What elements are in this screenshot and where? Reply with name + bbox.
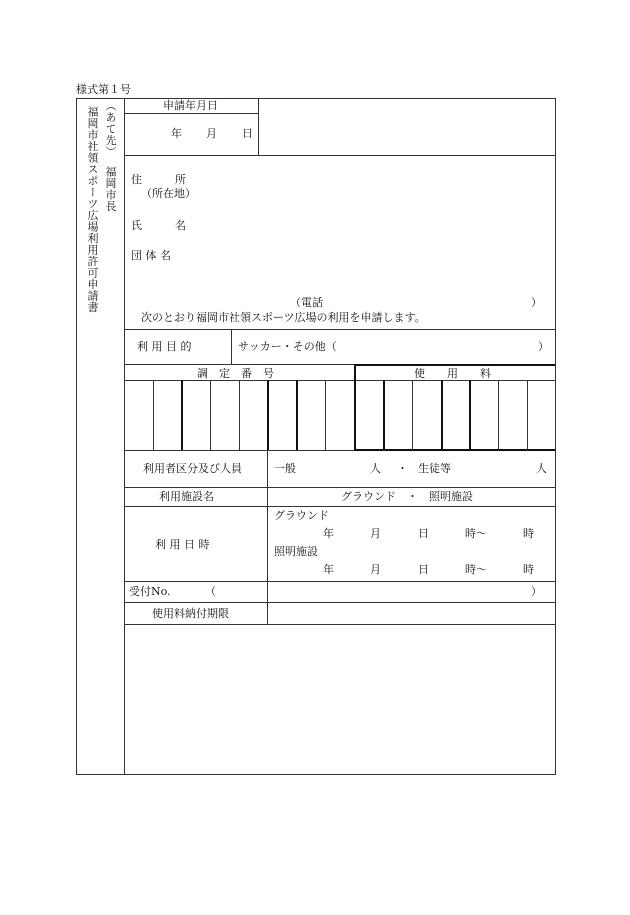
ground-year[interactable]: 年 [323,527,334,540]
left-column-divider [124,98,125,774]
digit-cell-divider [210,380,211,450]
phone-label: （電話 [290,296,323,309]
form-title: 福岡市社領スポーツ広場利用許可申請書 [86,106,99,313]
application-date-year[interactable]: 年 [171,127,182,140]
purpose-value[interactable]: サッカー・その他（ [238,340,337,353]
facility-label: 利用施設名 [159,490,214,503]
ground-to-hour[interactable]: 時 [523,527,534,540]
digit-cell-divider [296,380,298,450]
date-box-line [124,113,258,114]
address-label: 住 所 [131,173,186,186]
frame-right [555,98,556,774]
lighting-month[interactable]: 月 [370,563,381,576]
digit-cell-divider [267,380,269,450]
date-box-right [258,98,259,155]
lighting-from-hour[interactable]: 時～ [465,563,487,576]
payment-row-bottom [124,624,555,625]
facility-value[interactable]: グラウンド ・ 照明施設 [341,490,473,503]
digit-cell-divider [239,380,240,450]
code-header-line [124,380,555,381]
application-date-month[interactable]: 月 [206,127,217,140]
ground-from-hour[interactable]: 時～ [465,527,487,540]
digit-cell-divider [153,380,154,450]
form-number: 様式第１号 [76,83,131,96]
lighting-day[interactable]: 日 [418,563,429,576]
datetime-row-bottom [124,581,555,582]
adjust-number-label: 調 定 番 号 [197,367,274,380]
lighting-to-hour[interactable]: 時 [523,563,534,576]
fee-label: 使 用 料 [414,367,491,380]
receipt-row-bottom [124,602,555,603]
date-box-bottom [124,155,555,156]
application-date-day[interactable]: 日 [242,127,253,140]
application-date-label: 申請年月日 [163,99,218,112]
frame-left [76,98,77,774]
users-row-bottom [124,487,555,488]
frame-bottom [76,774,556,775]
facility-row-bottom [124,506,555,507]
remarks-area[interactable] [126,626,554,773]
purpose-divider [231,329,232,364]
frame-top [76,98,556,99]
users-general-unit: 人 [370,462,381,475]
receipt-close: ） [531,585,542,598]
fee-cell-divider [469,380,471,450]
users-student: 生徒等 [418,462,451,475]
fee-cell-divider [383,380,385,450]
lighting-label: 照明施設 [274,545,318,558]
addressee-name: 福岡市長 [104,166,117,212]
group-name-label: 団 体 名 [131,249,171,262]
fee-box-left [354,364,356,450]
addressee-label: （あて先） [104,100,117,158]
fee-cell-divider [441,380,443,450]
phone-close: ） [531,296,542,309]
fee-box-top [354,364,555,366]
digit-cell-divider [181,380,183,450]
ground-day[interactable]: 日 [418,527,429,540]
fee-cell-divider [498,380,499,450]
receipt-open: （ [205,585,216,598]
digit-cell-divider [325,380,326,450]
fee-cell-divider [412,380,413,450]
name-label: 氏 名 [131,219,186,232]
ground-label: グラウンド [274,509,329,522]
purpose-row-top [124,329,555,330]
users-label: 利用者区分及び人員 [143,462,242,475]
lighting-year[interactable]: 年 [323,563,334,576]
users-student-unit: 人 [536,462,547,475]
receipt-label: 受付No. [129,585,171,598]
purpose-close: ） [538,340,549,353]
payment-deadline-field[interactable] [269,604,554,623]
payment-deadline-label: 使用料納付期限 [152,607,229,620]
application-statement: 次のとおり福岡市社領スポーツ広場の利用を申請します。 [141,311,426,324]
fee-cell-divider [527,380,528,450]
purpose-label: 利 用 目 的 [137,340,192,353]
users-general: 一般 [274,462,296,475]
users-separator: ・ [397,462,408,475]
label-column-divider [267,450,268,624]
address-sub-label: （所在地） [141,187,196,200]
datetime-label: 利 用 日 時 [155,538,210,551]
ground-month[interactable]: 月 [370,527,381,540]
